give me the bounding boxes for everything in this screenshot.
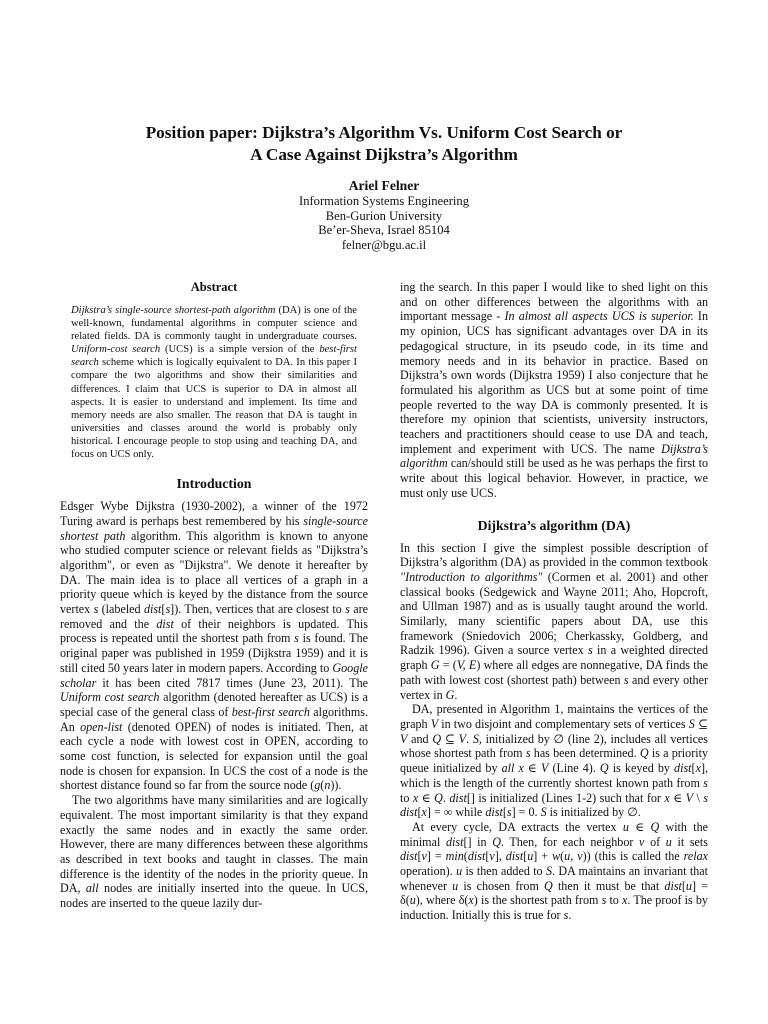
abstract-heading: Abstract [190,280,238,294]
italic-text: s [93,602,99,617]
italic-text: all [85,881,99,896]
italic-text: dist [445,834,464,849]
italic-text: Q [434,790,443,805]
italic-text: s [294,631,299,646]
italic-text: V [400,731,408,746]
italic-text: dist [400,849,418,864]
italic-text: u [452,878,459,893]
italic-text: v [489,849,495,864]
italic-text: dist [505,849,524,864]
italic-text: G [430,658,440,673]
italic-text: dist [664,878,682,893]
italic-text: S [540,805,547,820]
italic-text: relax [683,849,708,864]
italic-text: s [601,893,607,908]
italic-text: v [421,849,427,864]
right-column [400,280,708,923]
italic-text: n [324,778,331,793]
italic-text: g [314,778,321,793]
italic-text: s [703,790,709,805]
italic-text: Dijkstra’s algorithm [400,441,708,471]
italic-text: S [472,731,479,746]
italic-text: w [552,849,561,864]
italic-text: s [345,602,350,617]
italic-text: x [622,893,628,908]
italic-text: s [165,602,171,617]
italic-text: In almost all aspects UCS is superior. [504,309,694,324]
italic-text: v [639,834,645,849]
italic-text: Q [432,731,442,746]
italic-text: min [445,849,464,864]
affiliation-line: Information Systems Engineering [299,194,469,208]
italic-text: dist [143,602,162,617]
italic-text: all x [501,761,524,776]
italic-text: Q [544,878,553,893]
intro-paragraph-2: The two algorithms have many similarities and are logically equivalent. The most important similarity is that they expand exactly the same nodes and in exactly the same order. However, there are many differences between these algorithms as described in text books and taught in classes. The main difference is the identity of the nodes in the priority queue. In DA, all nodes are initially inserted into the queue. In UCS, nodes are inserted to the queue lazily dur- [60,793,368,911]
author-name: Ariel Felner [348,178,420,193]
italic-text: best-first search [231,704,310,719]
italic-text: x [664,790,670,805]
intro-paragraph-1: Edsger Wybe Dijkstra (1930-2002), a winner of the 1972 Turing award is perhaps best remembered by his single-source shortest path algorithm. This algorithm is known to anyone who studied computer science or relevant fields as "Dijkstra’s algorithm", or even as "Dijkstra". We denote it hereafter by DA. The main idea is to place all vertices of a graph in a priority queue which is keyed by the distance from the source vertex s (labeled dist[s]). Then, vertices that are closest to s are removed and the dist of their neighbors is updated. This process is repeated until the shortest path from s is found. The original paper was published in 1959 (Dijkstra 1959) and it is still cited 50 years later in modern papers. According to Google scholar it has been cited 7817 times (June 23, 2011). The Uniform cost search algorithm (denoted hereafter as UCS) is a special case of the general class of best-first search algorithms. An open-list (denoted OPEN) of nodes is initiated. Then, at each cycle a node with lowest cost in OPEN, according to some cost function, is selected for expansion until the goal node is chosen for expansion. In UCS the cost of a node is the shortest distance found so far from the source node (g(n)). [60,499,368,793]
introduction-heading: Introduction [176,476,252,492]
italic-text: s [588,643,593,658]
italic-text: dist [467,849,486,864]
italic-text: u [527,849,534,864]
italic-text: x [421,805,427,820]
italic-text: Q [599,761,609,776]
italic-text: x [468,893,474,908]
da-paragraph-3: At every cycle, DA extracts the vertex u ∈ Q with the minimal dist[] in Q. Then, for each neighbor v of u it sets dist[v] = min(dist[v], dist[u] + w(u, v)) (this is called the relax operation). u is then added to S. DA maintains an invariant that whenever u is chosen from Q then it must be that dist[u] = δ(u), where δ(x) is the shortest path from s to x. The proof is by induction. Initially this is true for s. [400,819,709,923]
italic-text: S [545,864,552,879]
italic-text: single-source shortest path [60,513,368,543]
italic-text: best-first search [71,344,357,369]
italic-text: Uniform cost search [60,690,160,705]
abstract-paragraph: Dijkstra’s single-source shortest-path algorithm (DA) is one of the well-known, fundamental algorithms in computer science and related fields. DA is commonly taught in undergraduate courses. Uniform-cost search (UCS) is a simple version of the best-first search scheme which is logically equivalent to DA. In this paper I compare the two algorithms and show their similarities and differences. I claim that UCS is superior to DA in almost all aspects. It is easier to understand and implement. Its time and memory needs are also smaller. The reason that DA is taught in universities and classes around the world is probably only historical. I encourage people to stop using and teaching DA, and focus on UCS only. [71,305,357,461]
italic-text: G [445,687,455,702]
italic-text: u [685,878,692,893]
italic-text: s [703,775,708,790]
italic-text: s [525,746,531,761]
affiliation-line: Ben-Gurion University [325,208,443,223]
italic-text: Q [639,746,649,761]
paper-title [60,122,708,166]
intro-continuation-paragraph: ing the search. In this paper I would like to shed light on this and on other differences between the algorithms with an important message - In almost all aspects UCS is superior. In my opinion, UCS has significant advantages over DA in its pedagogical structure, in its pseudo code, in its time and memory needs and in its behavior in practice. Based on Dijkstra’s own words (Dijkstra 1959) I also conjecture that he formulated his algorithm as UCS but at some point of time people reverted to the way DA is commonly presented. It is therefore my opinion that scientists, university instructors, teachers and practitioners should cease to use DA and teach, implement and experiment with UCS. The name Dijkstra’s algorithm can/should still be used as he was perhaps the first to write about this logical behavior. However, in practice, we must only use UCS. [400,280,709,500]
italic-text: Q [492,834,501,849]
italic-text: Uniform-cost search [71,344,161,356]
italic-text: x [412,790,419,805]
da-paragraph-2: DA, presented in Algorithm 1, maintains the vertices of the graph V in two disjoint and complementary sets of vertices S ⊆ V and Q ⊆ V. S, initialized by ∅ (line 2), includes all vertices whose shortest path from s has been determined. Q is a priority queue initialized by all x ∈ V (Line 4). Q is keyed by dist[x], which is the length of the currently shortest known path from s to x ∈ Q. dist[] is initialized (Lines 1-2) such that for x ∈ V \ s dist[x] = ∞ while dist[s] = 0. S is initialized by ∅. [400,702,709,820]
italic-text: V [685,790,694,805]
italic-text: u [456,864,463,879]
italic-text: S [688,716,695,731]
italic-text: V [430,716,439,731]
title-line-2: A Case Against Dijkstra’s Algorithm [250,145,518,164]
author-email: felner@bgu.ac.il [341,237,427,252]
affiliation-line: Be’er-Sheva, Israel 85104 [318,223,450,238]
author-block [60,178,708,252]
italic-text: dist [156,616,174,631]
da-paragraph-1: In this section I give the simplest possible description of Dijkstra’s algorithm (DA) as provided in the common textbook "Introduction to algorithms" (Cormen et al. 2001) and other classical books (Sedgewick and Wayne 2011; Aho, Hopcroft, and Ullman 1987) and as is usually taught around the world. Similarly, many scientific papers about DA, use this framework (Sniedovich 2006; Cherkassky, Goldberg, and Radzik 1996). Given a source vertex s in a weighted directed graph G = (V, E) where all edges are nonnegative, DA finds the path with lowest cost (shortest path) between s and every other vertex in G. [400,540,709,702]
italic-text: s [506,805,512,820]
italic-text: u [622,819,629,834]
italic-text: s [563,908,569,923]
italic-text: dist [449,790,467,805]
italic-text: u, v [564,849,583,864]
italic-text: V, E [456,658,477,673]
italic-text: V [540,761,549,776]
dijkstra-section-heading: Dijkstra’s algorithm (DA) [477,517,631,533]
italic-text: u [665,834,672,849]
italic-text: u [409,893,416,908]
italic-text: x [695,761,701,776]
italic-text: s [623,672,629,687]
italic-text: Google scholar [60,660,368,690]
title-line-1: Position paper: Dijkstra’s Algorithm Vs. Uniform Cost Search or [145,123,623,142]
italic-text: dist [485,805,503,820]
italic-text: dist [674,761,692,776]
abstract-body [60,304,368,461]
italic-text: dist [400,805,418,820]
left-column [60,280,368,911]
italic-text: Dijkstra’s single-source shortest-path algorithm [71,305,276,316]
italic-text: Q [650,819,660,834]
italic-text: "Introduction to algorithms" [400,569,543,584]
italic-text: V [458,731,467,746]
italic-text: open-list [80,719,123,734]
